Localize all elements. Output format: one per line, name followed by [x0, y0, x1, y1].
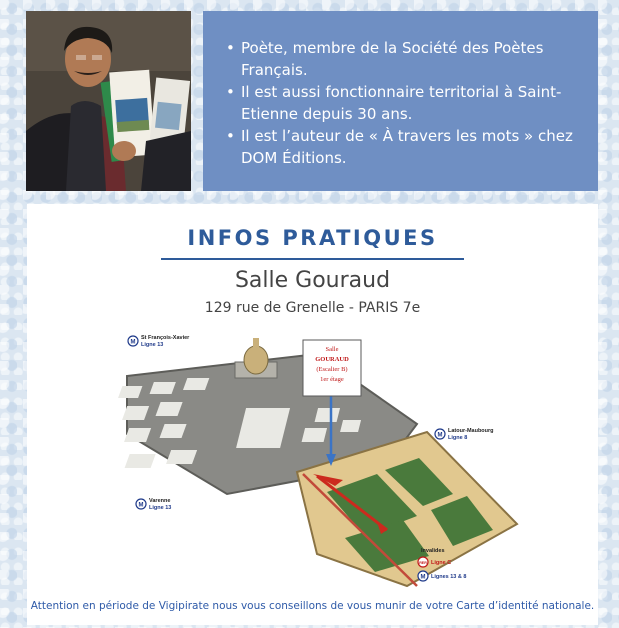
station-name: Latour-Maubourg: [448, 428, 494, 434]
callout-line-3: (Escalier B): [316, 366, 348, 373]
callout-line-4: 1er étage: [320, 376, 344, 383]
station-line: Lignes 13 & 8: [431, 574, 467, 580]
venue-address: 129 rue de Grenelle - PARIS 7e: [204, 300, 421, 316]
station-name: St François-Xavier: [141, 335, 190, 341]
rer-icon: RER: [419, 561, 427, 565]
bullet-icon: •: [226, 127, 235, 145]
title-divider: [161, 258, 464, 260]
bio-list: [203, 11, 598, 169]
bio-panel: [203, 11, 598, 191]
station-st-francois-xavier: [128, 335, 190, 348]
metro-icon: M: [437, 432, 443, 439]
metro-icon: M: [420, 574, 426, 581]
bullet-icon: •: [226, 39, 235, 57]
venue-name: Salle Gouraud: [234, 268, 391, 293]
metro-icon: M: [130, 339, 136, 346]
callout-line-1: Salle: [325, 346, 339, 353]
bio-item: • Il est l’auteur de « À travers les mots » chez DOM Éditions.: [226, 127, 573, 167]
station-line: Ligne 8: [448, 435, 468, 441]
section-title: INFOS PRATIQUES: [187, 226, 438, 250]
bio-item: • Il est aussi fonctionnaire territorial à Saint-Etienne depuis 30 ans.: [226, 83, 562, 123]
station-varenne: [136, 498, 171, 511]
bio-item: • Poète, membre de la Société des Poètes Français.: [226, 39, 544, 79]
security-note: Attention en période de Vigipirate nous vous conseillons de vous munir de votre Carte d’identité nationale.: [30, 600, 595, 612]
location-map: [117, 324, 537, 592]
metro-icon: M: [138, 502, 144, 509]
station-line: Ligne 13: [149, 505, 172, 511]
station-latour-maubourg: [435, 428, 494, 441]
bullet-icon: •: [226, 83, 235, 101]
station-name: Varenne: [149, 498, 171, 504]
station-line: Ligne 13: [141, 342, 164, 348]
station-line: Ligne C: [431, 560, 452, 566]
station-name: Invalides: [421, 548, 445, 554]
callout-line-2: GOURAUD: [315, 356, 349, 363]
author-photo: [26, 11, 191, 191]
info-panel: [27, 204, 598, 625]
